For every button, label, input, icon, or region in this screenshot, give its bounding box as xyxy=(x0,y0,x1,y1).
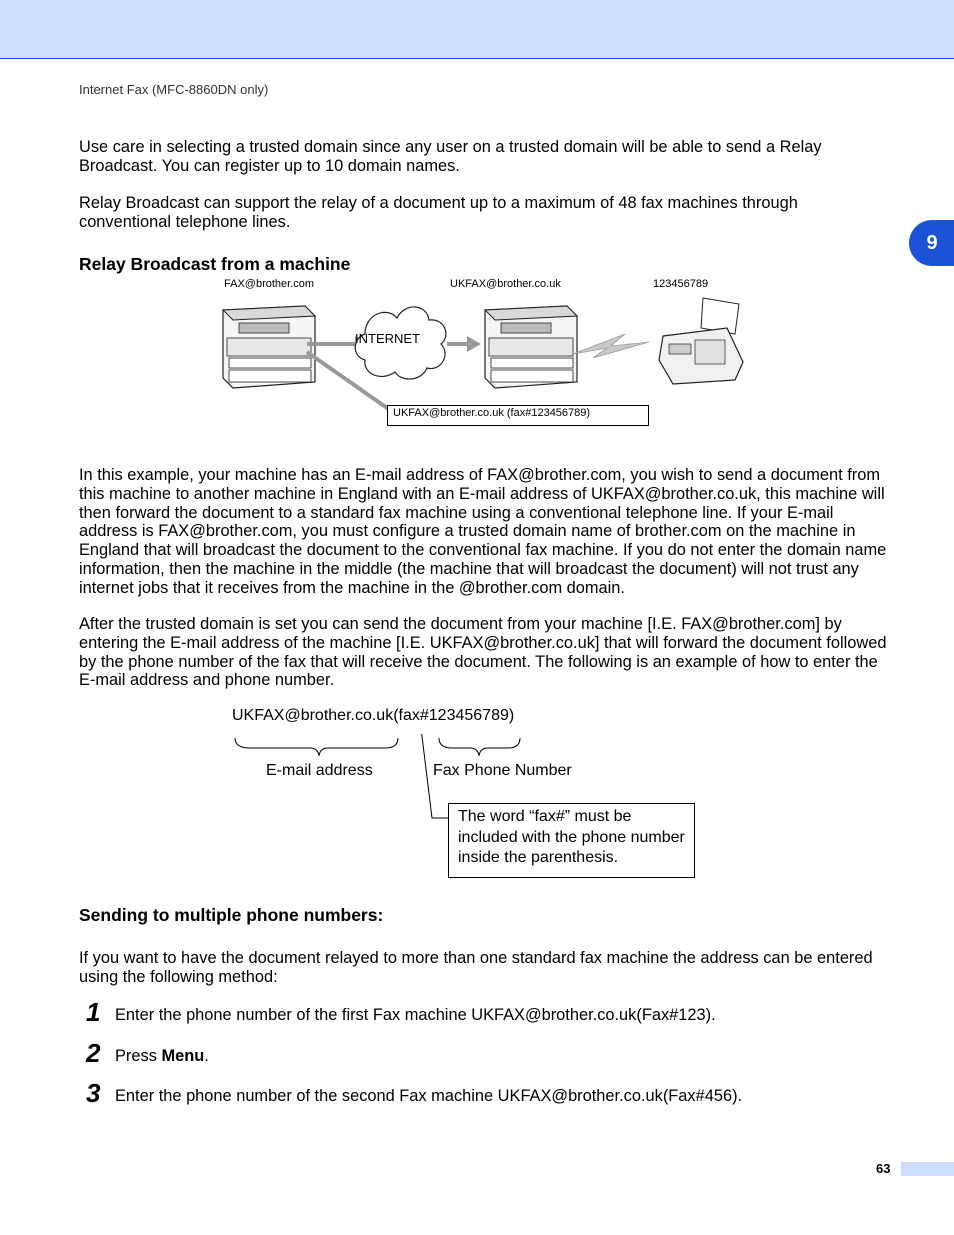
fax-machine-icon xyxy=(659,298,743,384)
page-number-bar xyxy=(901,1162,954,1176)
chapter-number: 9 xyxy=(926,232,938,254)
step-2-text xyxy=(115,1047,209,1066)
body-paragraph-1: In this example, your machine has an E-mail address of FAX@brother.com, you wish to send a document from this machine to another machine in England with an E-mail address of UKFAX@brother.co.uk, this machine will then forward the document to a standard fax machine using a conventional telephone line. If your E-mail address is FAX@brother.com, you must configure a trusted domain name of brother.com on the machine in England that will broadcast the document to the conventional fax machine. If you do not enter the domain name information, then the machine in the middle (the machine that will broadcast the document) will not trust any internet jobs that it receives from the machine in the @brother.com domain. xyxy=(79,466,887,597)
sender-machine-icon xyxy=(223,306,315,388)
section-heading-multiple: Sending to multiple phone numbers: xyxy=(79,905,384,925)
fax-note-box: The word “fax#” must be included with the phone number inside the parenthesis. xyxy=(448,803,695,878)
intro-paragraph-2: Relay Broadcast can support the relay of a document up to a maximum of 48 fax machines through conventional telephone lines. xyxy=(79,194,798,231)
step-2-menu-key: Menu xyxy=(161,1047,205,1065)
step-2-text-post: . xyxy=(204,1047,209,1065)
email-address-label: E-mail address xyxy=(266,762,373,779)
fax-number-label: 123456789 xyxy=(653,278,709,290)
step-2-number: 2 xyxy=(86,1038,101,1068)
running-head: Internet Fax (MFC-8860DN only) xyxy=(79,82,269,97)
body-paragraph-2: After the trusted domain is set you can send the document from your machine [I.E. FAX@brother.com] by entering the E-mail address of the machine [I.E. UKFAX@brother.co.uk] that will forward the document followed by the phone number of the fax that will receive the document. The following is an example of how to enter the E-mail address and phone number. xyxy=(79,615,887,690)
top-band xyxy=(0,0,954,59)
cloud-label: INTERNET xyxy=(355,331,420,346)
section-heading-relay: Relay Broadcast from a machine xyxy=(79,254,351,274)
relay-address-label: UKFAX@brother.co.uk xyxy=(450,278,561,290)
intro-paragraph-1: Use care in selecting a trusted domain since any user on a trusted domain will be able to send a Relay Broadcast. You can register up to 10 domain names. xyxy=(79,138,822,175)
step-1-text: Enter the phone number of the first Fax machine UKFAX@brother.co.uk(Fax#123). xyxy=(115,1006,716,1024)
sender-address-label: FAX@brother.com xyxy=(224,278,315,290)
section2-paragraph: If you want to have the document relayed to more than one standard fax machine the address can be entered using the following method: xyxy=(79,949,873,986)
phone-line-lightning-icon xyxy=(573,334,649,358)
fax-phone-number-label: Fax Phone Number xyxy=(433,762,572,779)
page-number: 63 xyxy=(876,1161,891,1176)
step-1-number: 1 xyxy=(86,997,101,1027)
step-2-text-pre: Press xyxy=(115,1047,162,1065)
relay-address-box: UKFAX@brother.co.uk (fax#123456789) xyxy=(387,405,649,426)
step-3-text: Enter the phone number of the second Fax machine UKFAX@brother.co.uk(Fax#456). xyxy=(115,1087,743,1105)
example-address: UKFAX@brother.co.uk(fax#123456789) xyxy=(232,707,515,724)
relay-machine-icon xyxy=(485,306,577,388)
step-3-number: 3 xyxy=(86,1078,101,1108)
